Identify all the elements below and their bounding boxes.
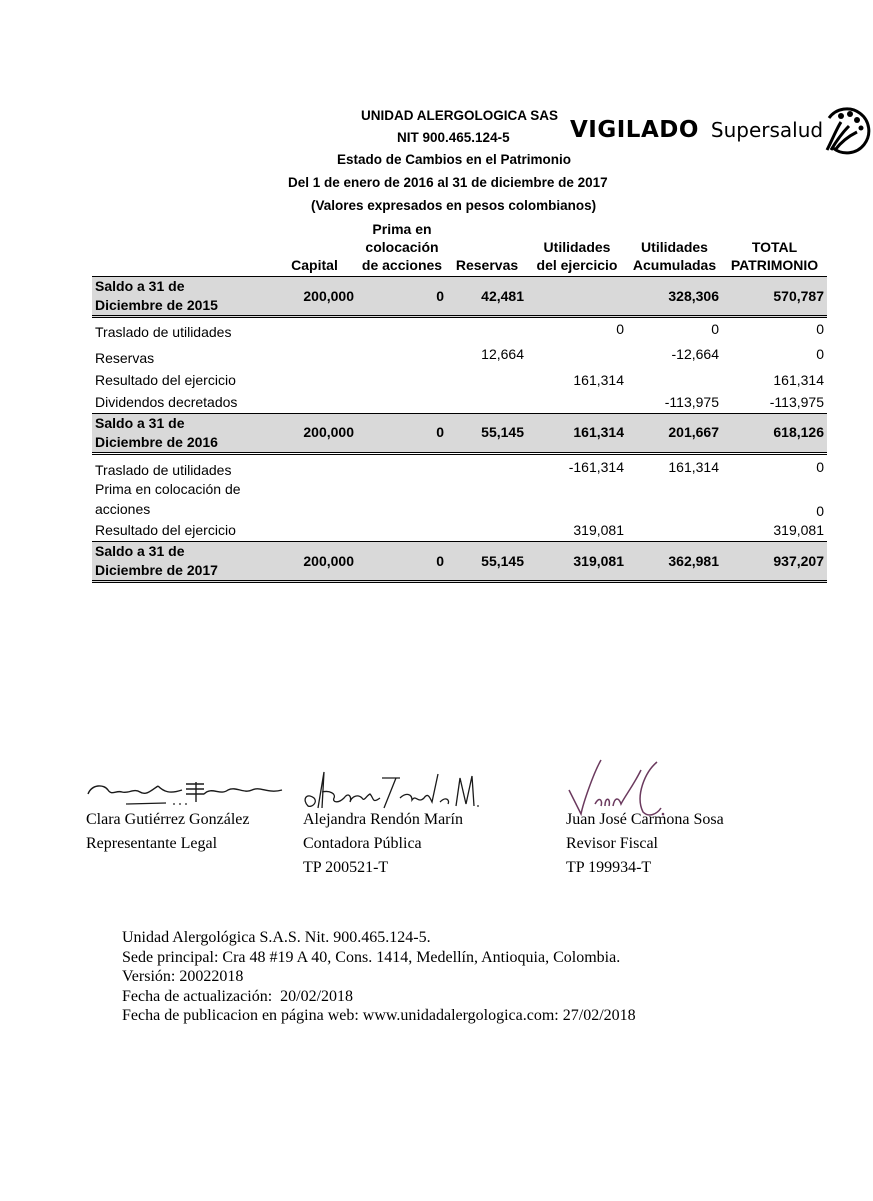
vigilado-supersalud-logo (570, 100, 871, 160)
statement-title: Estado de Cambios en el Patrimonio (337, 152, 572, 167)
footer-publication: Fecha de publicacion en página web: www.unidadalergologica.com: 27/02/2018 (122, 1007, 636, 1024)
footer-version: Versión: 20022018 (122, 968, 244, 985)
cell-utilidades-ejercicio (527, 277, 627, 317)
signatory-accountant (303, 808, 463, 880)
signatory-fiscal-auditor (566, 808, 724, 880)
vigilado-text: VIGILADO (570, 117, 699, 143)
signatory-name: Clara Gutiérrez González (86, 811, 250, 828)
table-row-balance-2016: Saldo a 31 de Diciembre de 2016 200,000 0 55,145 161,314 201,667 618,126 (92, 413, 827, 453)
signatory-role: Revisor Fiscal (566, 835, 658, 852)
equity-changes-table (92, 220, 827, 583)
table-row: Traslado de utilidades -161,314 161,314 0 (92, 453, 827, 479)
col-header-prima: Prima en colocación de acciones (361, 221, 443, 273)
table-row: Resultado del ejercicio 319,081 319,081 (92, 519, 827, 542)
signatory-name: Alejandra Rendón Marín (303, 811, 463, 828)
footer-company: Unidad Alergológica S.A.S. Nit. 900.465.124-5. (122, 929, 431, 946)
supersalud-logo-icon (819, 104, 871, 156)
signature-clara-gutierrez (86, 776, 286, 810)
row-label: Resultado del ejercicio (95, 371, 236, 388)
cell-reservas: 42,481 (447, 277, 527, 317)
col-header-reservas: Reservas (455, 257, 519, 273)
supersalud-text: Supersalud (710, 118, 824, 142)
table-row: Prima en colocación de acciones 0 (92, 479, 827, 519)
signatory-tp: TP 200521-T (303, 859, 389, 876)
signatory-legal-rep (86, 808, 249, 856)
col-header-total-patrimonio: TOTAL PATRIMONIO (730, 239, 819, 273)
company-nit: NIT 900.465.124-5 (397, 130, 510, 145)
table-row: Resultado del ejercicio 161,314 161,314 (92, 369, 827, 391)
row-label: Saldo a 31 de Diciembre de 2017 (92, 542, 272, 582)
table-row: Dividendos decretados -113,975 -113,975 (92, 391, 827, 414)
col-header-concept (92, 220, 272, 277)
row-label: Traslado de utilidades (95, 323, 232, 340)
col-header-utilidades-ejercicio: Utilidades del ejercicio (536, 239, 618, 273)
statement-period: Del 1 de enero de 2016 al 31 de diciembre de 2017 (288, 175, 608, 190)
table-row-balance-2015 (92, 277, 827, 317)
row-label: Dividendos decretados (95, 393, 238, 410)
cell-utilidades-acumuladas: 328,306 (627, 277, 722, 317)
col-header-capital: Capital (291, 257, 338, 273)
footer-address: Sede principal: Cra 48 #19 A 40, Cons. 1414, Medellín, Antioquia, Colombia. (122, 948, 621, 966)
signatory-role: Contadora Pública (303, 835, 422, 852)
signatory-tp: TP 199934-T (566, 859, 652, 876)
row-label: Resultado del ejercicio (95, 522, 236, 538)
footer-update-date: Fecha de actualización: 20/02/2018 (122, 987, 354, 1005)
row-label: Reservas (95, 349, 155, 366)
table-row: Traslado de utilidades 0 0 0 (92, 317, 827, 343)
cell-prima: 0 (357, 277, 447, 317)
cell-total: 570,787 (722, 277, 827, 317)
currency-note: (Valores expresados en pesos colombianos) (311, 198, 597, 213)
row-label: Saldo a 31 de Diciembre de 2015 (92, 277, 272, 317)
cell-capital: 200,000 (272, 277, 357, 317)
signatory-name: Juan José Carmona Sosa (566, 811, 724, 828)
document-footer (122, 928, 636, 1026)
table-header-row (92, 220, 827, 277)
row-label: Traslado de utilidades (95, 462, 232, 478)
row-label: Saldo a 31 de Diciembre de 2016 (92, 413, 272, 453)
signatory-role: Representante Legal (86, 835, 218, 852)
col-header-utilidades-acumuladas: Utilidades Acumuladas (632, 239, 717, 273)
row-label: Prima en colocación de acciones (95, 481, 241, 517)
table-row: Reservas 12,664 -12,664 0 (92, 343, 827, 369)
company-name: UNIDAD ALERGOLOGICA SAS (361, 108, 559, 123)
table-row-balance-2017: Saldo a 31 de Diciembre de 2017 200,000 0 55,145 319,081 362,981 937,207 (92, 542, 827, 582)
